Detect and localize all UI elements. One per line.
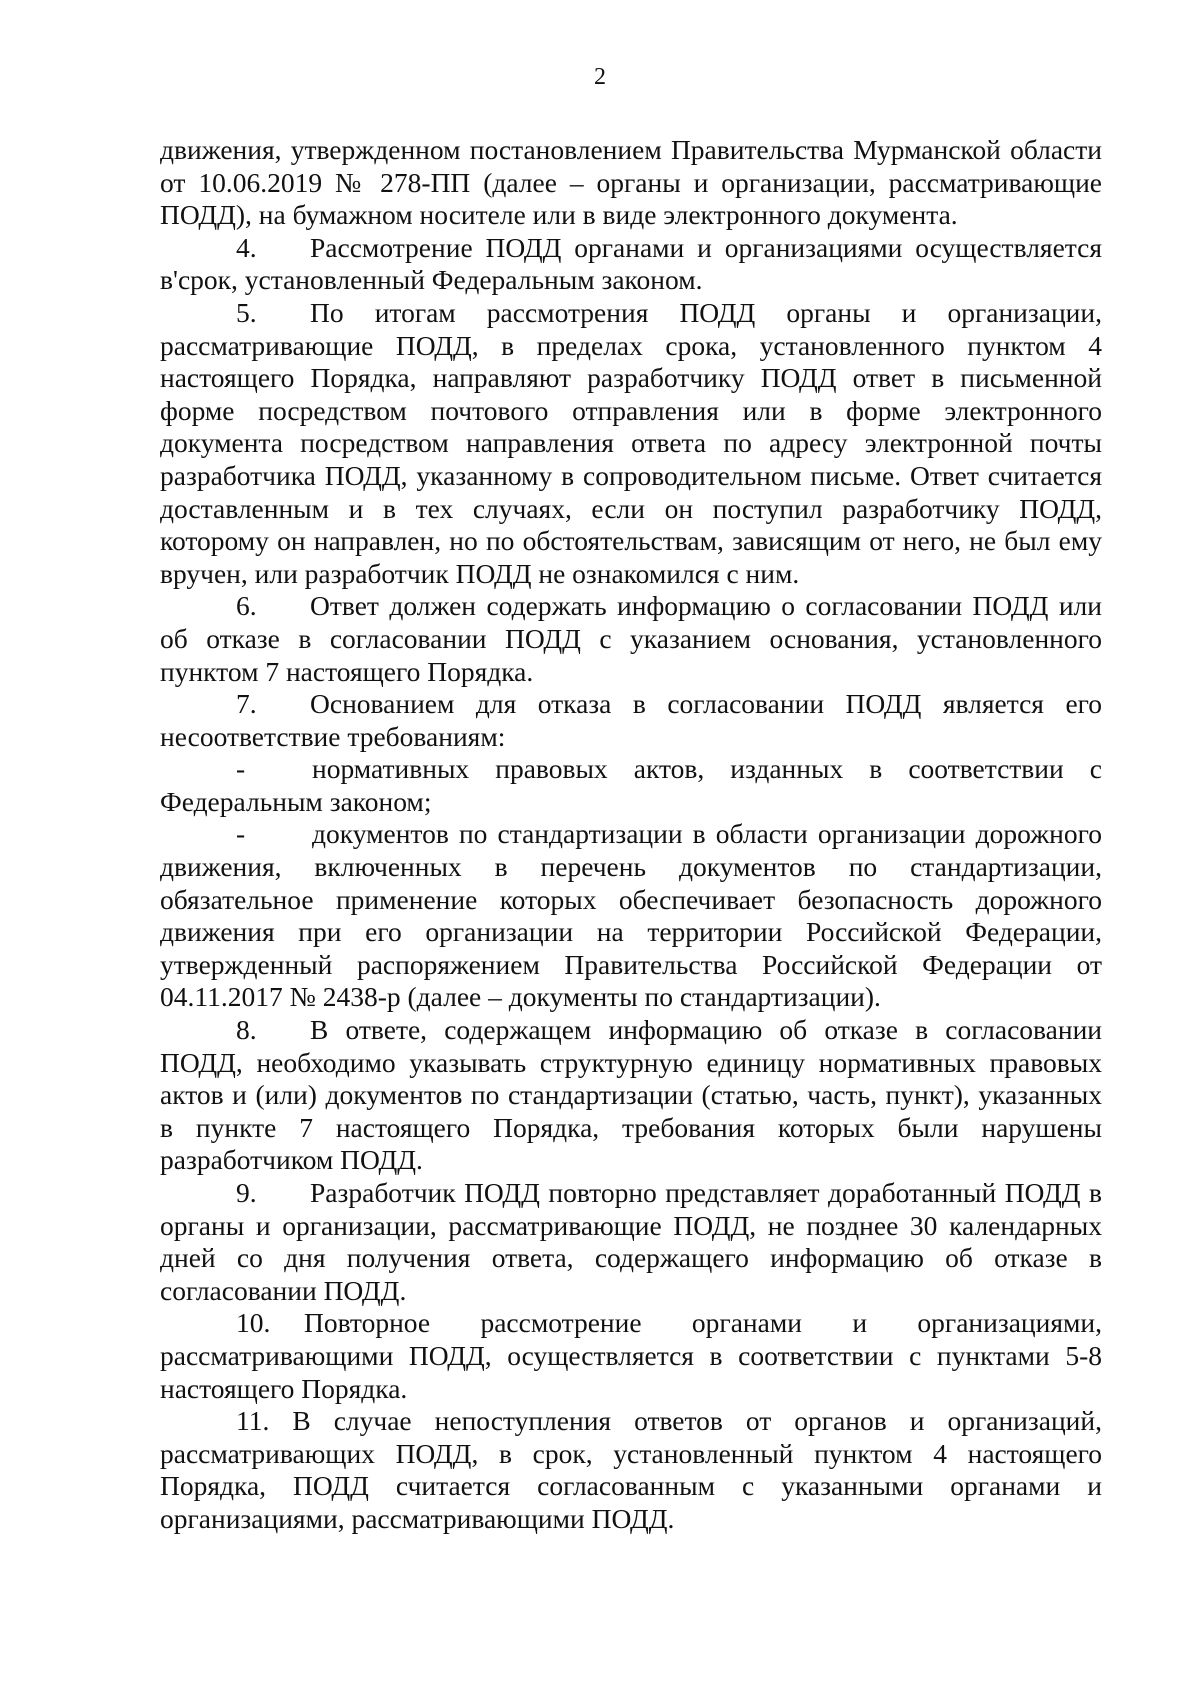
paragraph-4 bbox=[160, 232, 1102, 297]
item-number: 6. bbox=[236, 590, 257, 622]
paragraph-text: Рассмотрение ПОДД органами и организациями осуществляется в'срок, установленный Федеральным законом. bbox=[160, 231, 1102, 296]
list-item-standards bbox=[160, 818, 1102, 1014]
paragraph-9 bbox=[160, 1177, 1102, 1307]
item-number: 5. bbox=[236, 296, 257, 328]
paragraph-6 bbox=[160, 590, 1102, 688]
list-dash: - bbox=[236, 818, 246, 850]
page-number: 2 bbox=[594, 64, 606, 90]
paragraph-text: По итогам рассмотрения ПОДД органы и организации, рассматривающие ПОДД, в пределах срока, установленного пунктом 4 настоящего Порядка, направляют разработчику ПОДД ответ в письменной форме посредством почтового отправления или в форме электронного документа посредством направления ответа по адресу электронной почты разработчика ПОДД, указанному в сопроводительном письме. Ответ считается доставленным и в тех случаях, если он поступил разработчику ПОДД, которому он направлен, но по обстоятельствам, зависящим от него, не был ему вручен, или разработчик ПОДД не ознакомился с ним. bbox=[160, 296, 1102, 589]
paragraph-continuation: движения, утвержденном постановлением Правительства Мурманской области от 10.06.2019 № 278-ПП (далее – органы и организации, рассматривающие ПОДД), на бумажном носителе или в виде электронного документа. bbox=[160, 134, 1102, 231]
paragraph-text: Повторное рассмотрение органами и организациями, рассматривающими ПОДД, осуществляется в соответствии с пунктами 5-8 настоящего Порядка. bbox=[160, 1307, 1102, 1404]
paragraph-text: Разработчик ПОДД повторно представляет доработанный ПОДД в органы и организации, рассматривающие ПОДД, не позднее 30 календарных дней со дня получения ответа, содержащего информацию об отказе в согласовании ПОДД. bbox=[160, 1177, 1102, 1306]
paragraph-text: Ответ должен содержать информацию о согласовании ПОДД или об отказе в согласовании ПОДД с указанием основания, установленного пунктом 7 настоящего Порядка. bbox=[160, 590, 1102, 687]
list-dash: - bbox=[236, 753, 246, 785]
paragraph-8 bbox=[160, 1014, 1102, 1177]
paragraph-5 bbox=[160, 297, 1102, 590]
item-number: 10. bbox=[236, 1307, 271, 1339]
list-item-legal-acts bbox=[160, 753, 1102, 818]
paragraph-11: 11. В случае непоступления ответов от органов и организаций, рассматривающих ПОДД, в срок, установленный пунктом 4 настоящего Порядка, ПОДД считается согласованным с указанными органами и организациями, рассматривающими ПОДД. bbox=[160, 1405, 1102, 1534]
list-item-text: нормативных правовых актов, изданных в соответствии с Федеральным законом; bbox=[160, 753, 1102, 817]
paragraph-text: В ответе, содержащем информацию об отказе в согласовании ПОДД, необходимо указывать структурную единицу нормативных правовых актов и (или) документов по стандартизации (статью, часть, пункт), указанных в пункте 7 настоящего Порядка, требования которых были нарушены разработчиком ПОДД. bbox=[160, 1014, 1102, 1176]
paragraph-7 bbox=[160, 688, 1102, 753]
item-number: 7. bbox=[236, 688, 257, 720]
list-item-text: документов по стандартизации в области организации дорожного движения, включенных в перечень документов по стандартизации, обязательное применение которых обеспечивает безопасность дорожного движения при его организации на территории Российской Федерации, утвержденный распоряжением Правительства Российской Федерации от 04.11.2017 № 2438-р (далее – документы по стандартизации). bbox=[160, 818, 1102, 1013]
item-number: 8. bbox=[236, 1014, 257, 1046]
item-number: 4. bbox=[236, 231, 257, 263]
item-number: 9. bbox=[236, 1177, 257, 1208]
paragraph-text: Основанием для отказа в согласовании ПОДД является его несоответствие требованиям: bbox=[160, 688, 1102, 752]
paragraph-10 bbox=[160, 1307, 1102, 1405]
document-body bbox=[160, 134, 1102, 1536]
